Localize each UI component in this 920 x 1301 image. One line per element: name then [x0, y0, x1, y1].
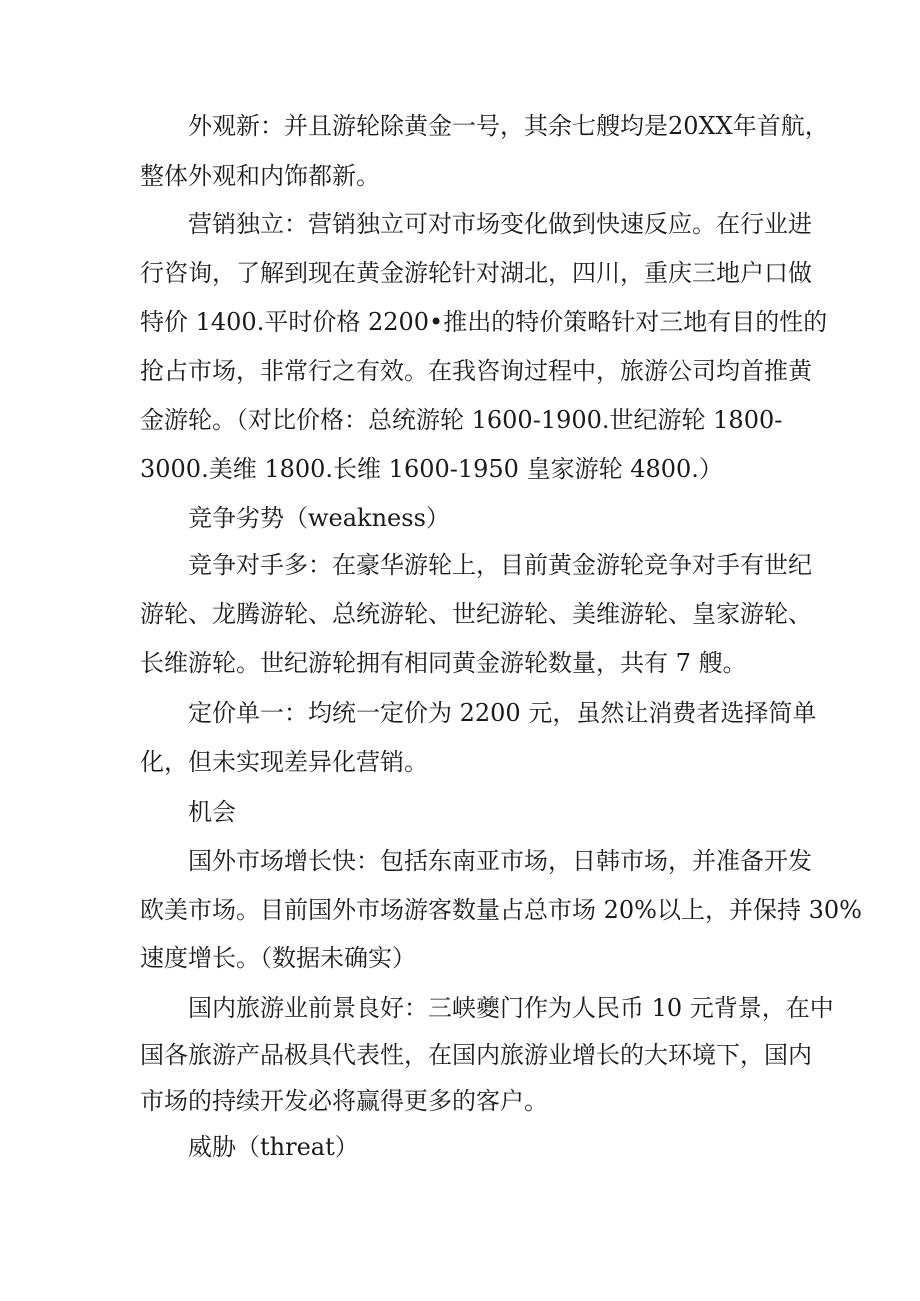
competitors-line: 长维游轮。世纪游轮拥有相同黄金游轮数量，共有 7 艘。: [140, 649, 747, 677]
domestic-tourism-line: 国各旅游产品极具代表性，在国内旅游业增长的大环境下，国内: [140, 1041, 812, 1069]
appearance-line: 整体外观和内饰都新。: [140, 162, 380, 190]
marketing-line: 抢占市场，非常行之有效。在我咨询过程中，旅游公司均首推黄: [140, 357, 812, 385]
competitors-line: 游轮、龙腾游轮、总统游轮、世纪游轮、美维游轮、皇家游轮、: [140, 600, 812, 628]
marketing-line: 行咨询，了解到现在黄金游轮针对湖北，四川，重庆三地户口做: [140, 259, 812, 287]
domestic-tourism-line: 市场的持续开发必将赢得更多的客户。: [140, 1087, 548, 1115]
pricing-line: 定价单一：均统一定价为 2200 元，虽然让消费者选择简单: [188, 699, 817, 727]
weakness-heading-line: 竞争劣势（weakness）: [188, 504, 450, 532]
foreign-market-line: 速度增长。（数据未确实）: [140, 944, 416, 972]
marketing-line: 营销独立：营销独立可对市场变化做到快速反应。在行业进: [188, 210, 812, 238]
marketing-line: 特价 1400.平时价格 2200•推出的特价策略针对三地有目的性的: [140, 308, 828, 336]
pricing-line: 化，但未实现差异化营销。: [140, 748, 428, 776]
competitors-line: 竞争对手多：在豪华游轮上，目前黄金游轮竞争对手有世纪: [188, 551, 812, 579]
marketing-line: 3000.美维 1800.长维 1600-1950 皇家游轮 4800.）: [140, 455, 723, 483]
foreign-market-line: 国外市场增长快：包括东南亚市场，日韩市场，并准备开发: [188, 847, 812, 875]
appearance-line: 外观新：并且游轮除黄金一号，其余七艘均是20XX年首航，: [188, 112, 829, 140]
opportunity-heading-line: 机会: [188, 798, 236, 826]
marketing-line: 金游轮。（对比价格：总统游轮 1600-1900.世纪游轮 1800-: [140, 406, 783, 434]
foreign-market-line: 欧美市场。目前国外市场游客数量占总市场 20%以上，并保持 30%: [140, 896, 862, 924]
threat-heading-line: 威胁（threat）: [188, 1133, 359, 1161]
domestic-tourism-line: 国内旅游业前景良好：三峡夔门作为人民币 10 元背景，在中: [188, 994, 834, 1022]
